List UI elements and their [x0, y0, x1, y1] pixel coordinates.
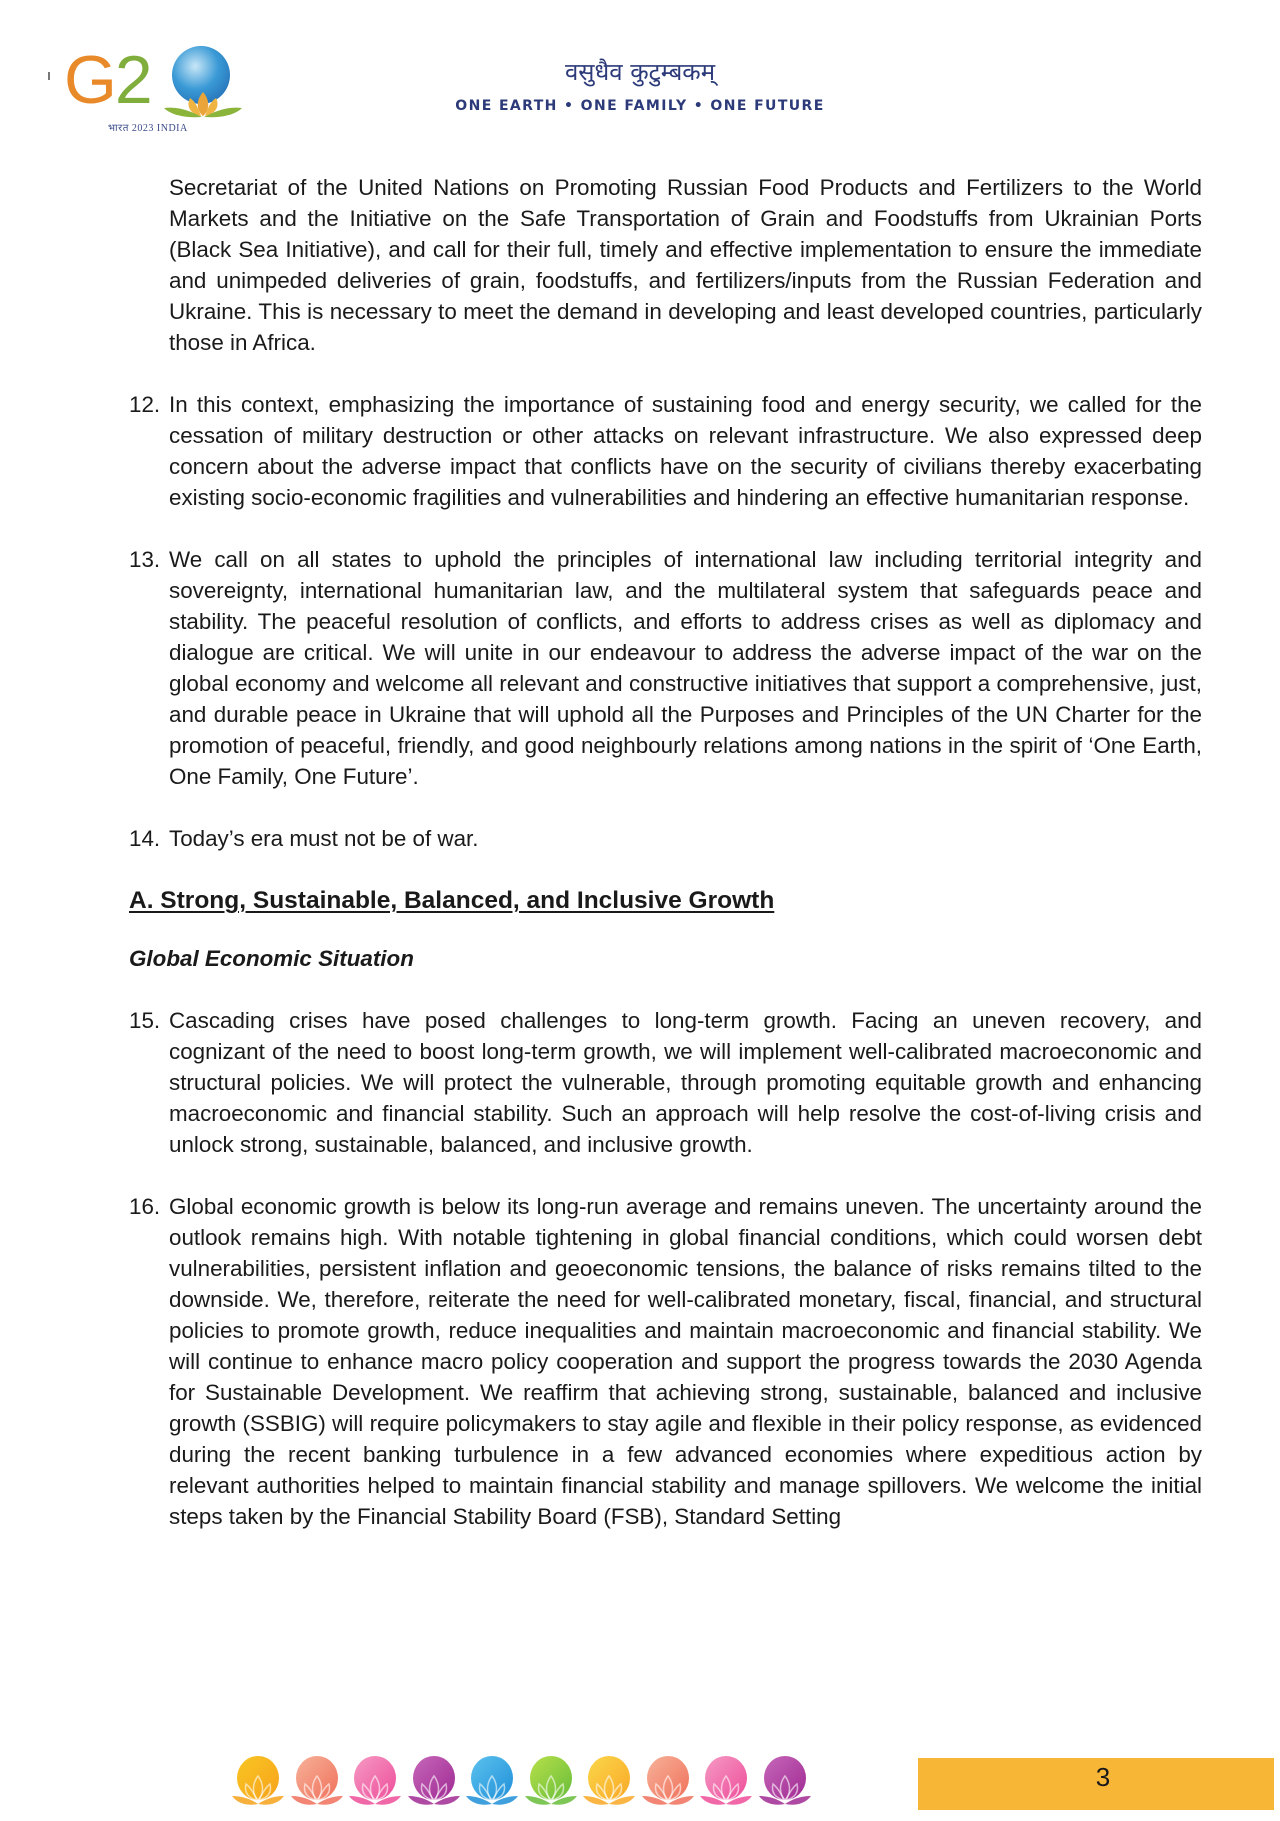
motto-english: ONE EARTH • ONE FAMILY • ONE FUTURE: [455, 98, 825, 114]
subsection-heading: Global Economic Situation: [129, 946, 414, 971]
lotus-coral-icon: [287, 1754, 347, 1814]
paragraph-text: Today’s era must not be of war.: [169, 826, 479, 851]
motto-hindi: वसुधैव कुटुम्बकम्: [564, 58, 716, 86]
paragraph-text: In this context, emphasizing the importance of sustaining food and energy security, we called for the cessation of military destruction or other attacks on relevant infrastructure. We also expressed deep concern about the adverse impact that conflicts have on the security of civilians thereby exacerbating existing socio-economic fragilities and vulnerabilities and hindering an effective humanitarian response.: [169, 392, 1202, 510]
paragraph-12: [129, 389, 1202, 513]
logo-subtitle: भारत 2023 INDIA: [108, 123, 188, 134]
paragraph-text: We call on all states to uphold the principles of international law including territorial integrity and sovereignty, international humanitarian law, and the multilateral system that safeguards peace and stability. The peaceful resolution of conflicts, and efforts to address crises as well as diplomacy and dialogue are critical. We will unite in our endeavour to address the adverse impact of the war on the global economy and welcome all relevant and constructive initiatives that support a comprehensive, just, and durable peace in Ukraine that will uphold all the Purposes and Principles of the UN Charter for the promotion of peaceful, friendly, and good neighbourly relations among nations in the spirit of ‘One Earth, One Family, One Future’.: [169, 547, 1202, 789]
margin-mark: [48, 72, 50, 80]
paragraph-number: 15.: [129, 1008, 161, 1033]
paragraph-number: 16.: [129, 1194, 161, 1219]
continuation-paragraph: Secretariat of the United Nations on Promoting Russian Food Products and Fertilizers to the World Markets and the Initiative on the Safe Transportation of Grain and Foodstuffs from Ukrainian Ports (Black Sea Initiative), and call for their full, timely and effective implementation to ensure the immediate and unimpeded deliveries of grain, foodstuffs, and fertilizers/inputs from the Russian Federation and Ukraine. This is necessary to meet the demand in developing and least developed countries, particularly those in Africa.: [169, 175, 1202, 355]
page-number: 3: [1095, 1762, 1111, 1792]
page-footer: [228, 1754, 1278, 1818]
lotus-blue-icon: [462, 1754, 522, 1814]
lotus-pink-icon: [696, 1754, 756, 1814]
lotus-purple-icon: [755, 1754, 815, 1814]
g20-logo: [48, 40, 248, 140]
paragraph-15: [129, 1005, 1202, 1160]
lotus-coral-icon: [638, 1754, 698, 1814]
page-number-bar: [918, 1758, 1274, 1810]
paragraph-number: 14.: [129, 826, 161, 851]
paragraph-number: 12.: [129, 392, 161, 417]
paragraph-number: 13.: [129, 547, 161, 572]
paragraph-16: [129, 1191, 1202, 1532]
paragraph-text: Cascading crises have posed challenges to long-term growth. Facing an uneven recovery, and cognizant of the need to boost long-term growth, we will implement well-calibrated macroeconomic and structural policies. We will protect the vulnerable, through promoting equitable growth and enhancing macroeconomic and financial stability. Such an approach will help resolve the cost-of-living crisis and unlock strong, sustainable, balanced, and inclusive growth.: [169, 1008, 1202, 1157]
document-body: [129, 172, 1202, 1532]
lotus-yellow-icon: [579, 1754, 639, 1814]
lotus-icon: [160, 90, 246, 118]
lotus-pink-icon: [345, 1754, 405, 1814]
section-heading: A. Strong, Sustainable, Balanced, and Inclusive Growth: [129, 887, 775, 914]
lotus-purple-icon: [404, 1754, 464, 1814]
lotus-orange-icon: [228, 1754, 288, 1814]
g20-wordmark: G2: [64, 42, 151, 118]
paragraph-14: [129, 823, 1202, 854]
motto: [420, 56, 860, 114]
paragraph-text: Global economic growth is below its long-run average and remains uneven. The uncertainty around the outlook remains high. With notable tightening in global financial conditions, which could worsen debt vulnerabilities, persistent inflation and geoeconomic tensions, the balance of risks remains tilted to the downside. We, therefore, reiterate the need for well-calibrated monetary, fiscal, financial, and structural policies to promote growth, reduce inequalities and maintain macroeconomic and financial stability. We will continue to enhance macro policy cooperation and support the progress towards the 2030 Agenda for Sustainable Development. We reaffirm that achieving strong, sustainable, balanced and inclusive growth (SSBIG) will require policymakers to stay agile and flexible in their policy response, as evidenced during the recent banking turbulence in a few advanced economies where expeditious action by relevant authorities helped to maintain financial stability and manage spillovers. We welcome the initial steps taken by the Financial Stability Board (FSB), Standard Setting: [169, 1194, 1202, 1529]
lotus-green-icon: [521, 1754, 581, 1814]
paragraph-13: [129, 544, 1202, 792]
